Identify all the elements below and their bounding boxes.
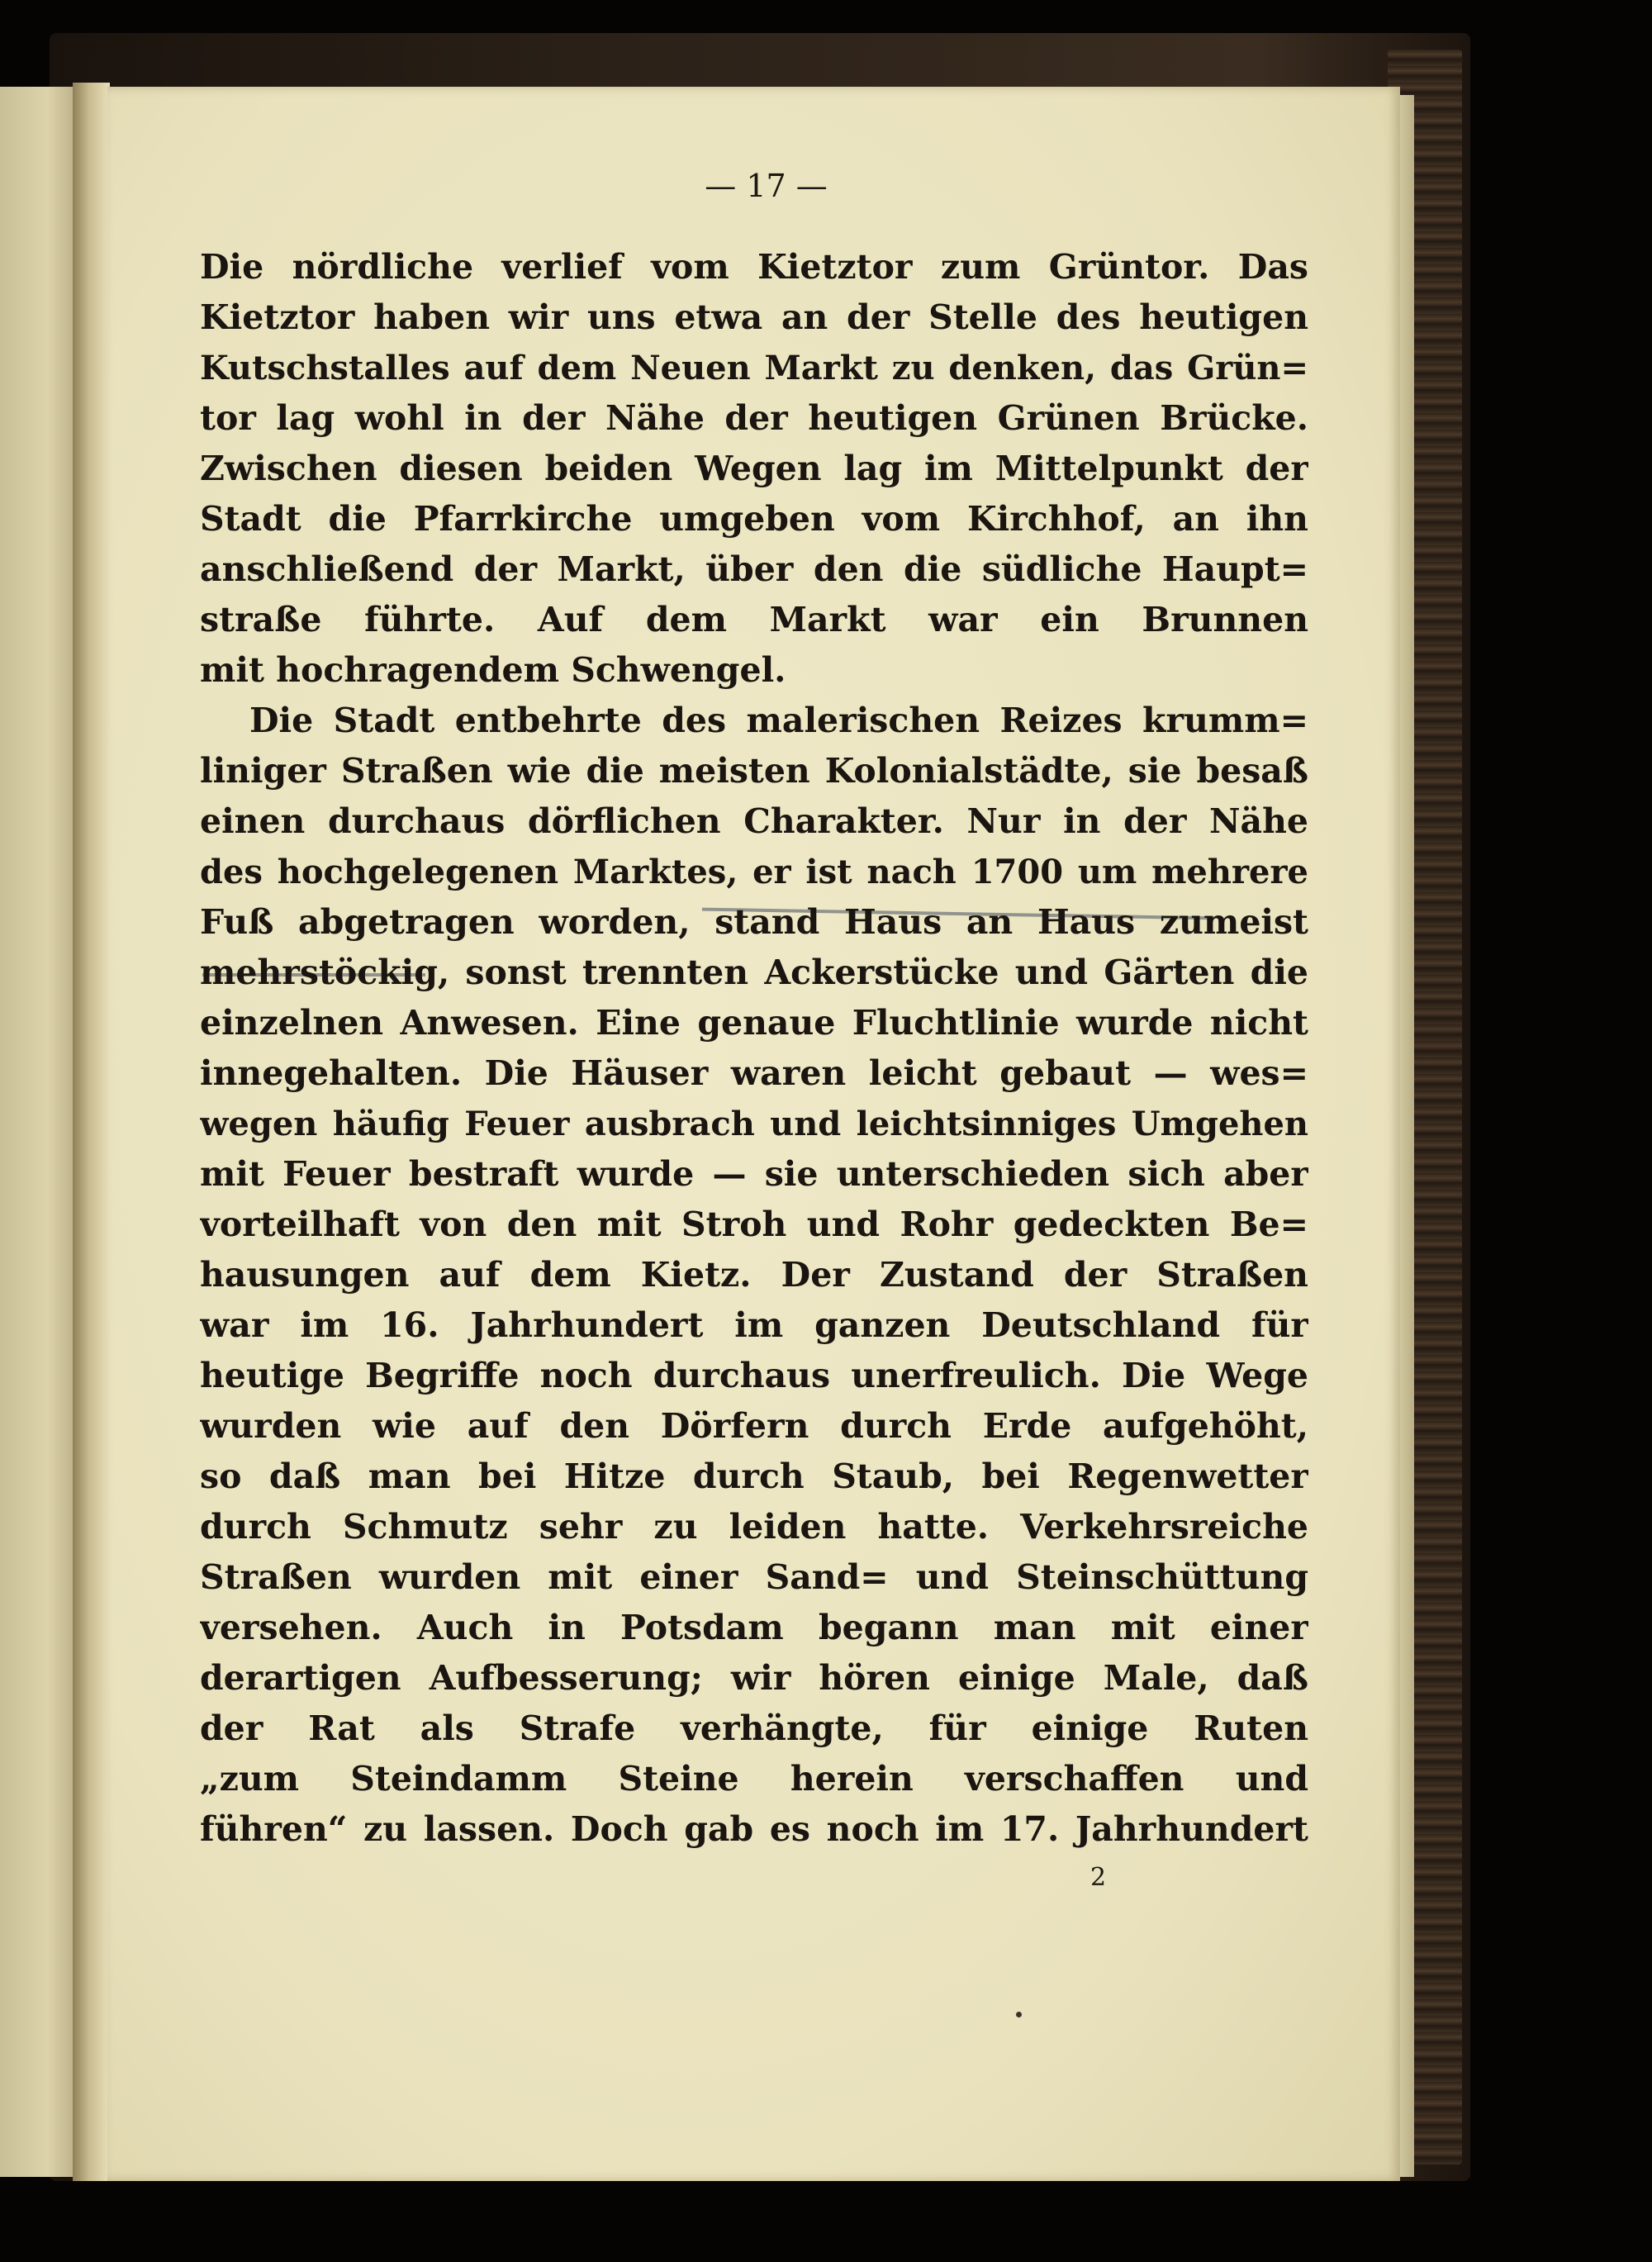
text-line: straße führte. Auf dem Markt war ein Brunnen [200, 600, 1308, 639]
book-gutter [73, 83, 110, 2181]
text-line: wegen häufig Feuer ausbrach und leichtsinniges Umgehen [200, 1105, 1308, 1143]
text-line: vorteilhaft von den mit Stroh und Rohr gedeckten Be= [200, 1205, 1308, 1244]
text-line: tor lag wohl in der Nähe der heutigen Grünen Brücke. [200, 398, 1308, 438]
text-line: hausungen auf dem Kietz. Der Zustand der Straßen [200, 1255, 1308, 1295]
text-line: Straßen wurden mit einer Sand= und Steinschüttung [200, 1557, 1308, 1597]
text-line: Fuß abgetragen worden, stand Haus an Haus zumeist [200, 902, 1308, 942]
text-line: „zum Steindamm Steine herein verschaffen und [200, 1759, 1308, 1799]
text-line: Kutschstalles auf dem Neuen Markt zu denken, das Grün= [200, 349, 1308, 387]
text-line: mehrstöckig, sonst trennten Ackerstücke und Gärten die [200, 953, 1308, 992]
text-line: derartigen Aufbesserung; wir hören einige Male, daß [200, 1658, 1308, 1698]
left-page-edge [0, 87, 81, 2177]
text-line: Die Stadt entbehrte des malerischen Reizes krumm= [249, 701, 1308, 740]
text-line: des hochgelegenen Marktes, er ist nach 1700 um mehrere [200, 853, 1308, 891]
text-line: war im 16. Jahrhundert im ganzen Deutschland für [200, 1305, 1308, 1345]
text-line: mit Feuer bestraft wurde — sie unterschieden sich aber [200, 1154, 1308, 1194]
text-line: heutige Begriffe noch durchaus unerfreulich. Die Wege [200, 1356, 1308, 1395]
book-page [107, 87, 1400, 2181]
text-line: versehen. Auch in Potsdam begann man mit einer [200, 1608, 1308, 1647]
text-line: Stadt die Pfarrkirche umgeben vom Kirchhof, an ihn [200, 499, 1308, 539]
text-line: wurden wie auf den Dörfern durch Erde aufgehöht, [200, 1406, 1308, 1446]
text-line: der Rat als Strafe verhängte, für einige Ruten [200, 1708, 1308, 1748]
text-line: innegehalten. Die Häuser waren leicht gebaut — wes= [200, 1053, 1308, 1093]
text-line: liniger Straßen wie die meisten Kolonialstädte, sie besaß [200, 751, 1308, 791]
text-line: Zwischen diesen beiden Wegen lag im Mittelpunkt der [200, 449, 1308, 488]
text-line: durch Schmutz sehr zu leiden hatte. Verkehrsreiche [200, 1507, 1308, 1547]
text-line: anschließend der Markt, über den die südliche Haupt= [200, 549, 1308, 589]
page-body-text [200, 242, 1308, 1855]
text-line: einzelnen Anwesen. Eine genaue Fluchtlinie wurde nicht [200, 1003, 1308, 1043]
signature-mark: 2 [1090, 1863, 1107, 1892]
page-number-header: — 17 — [705, 168, 828, 204]
text-line: führen“ zu lassen. Doch gab es noch im 17. Jahrhundert [200, 1809, 1308, 1849]
text-line: mit hochragendem Schwengel. [200, 650, 786, 690]
text-line: so daß man bei Hitze durch Staub, bei Regenwetter [200, 1457, 1308, 1496]
text-line: Kietztor haben wir uns etwa an der Stelle des heutigen [200, 297, 1308, 337]
text-line: einen durchaus dörflichen Charakter. Nur in der Nähe [200, 801, 1308, 841]
ink-speck [1016, 2012, 1022, 2017]
text-line: Die nördliche verlief vom Kietztor zum Grüntor. Das [200, 247, 1308, 287]
